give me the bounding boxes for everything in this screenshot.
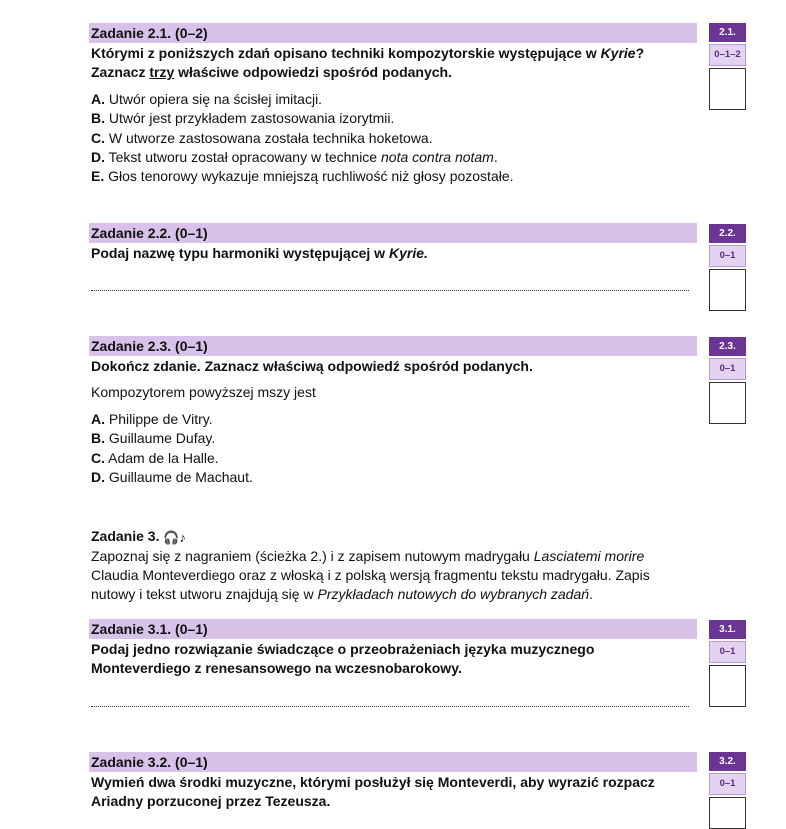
task-3-1 bbox=[89, 619, 697, 678]
option-b[interactable]: B. Utwór jest przykładem zastosowania izorytmii. bbox=[91, 110, 395, 127]
instruction-underlined: trzy bbox=[149, 64, 175, 80]
score-field[interactable] bbox=[709, 269, 746, 311]
score-number: 2.2. bbox=[709, 224, 746, 243]
option-b[interactable]: B. Guillaume Dufay. bbox=[91, 430, 216, 447]
task-question bbox=[89, 244, 697, 263]
score-field[interactable] bbox=[709, 797, 746, 829]
task-text-line-1: Zapoznaj się z nagraniem (ścieżka 2.) i z zapisem nutowym madrygału Lasciatemi morire bbox=[91, 547, 645, 564]
option-d[interactable]: D. Guillaume de Machaut. bbox=[91, 468, 253, 485]
question-italic: Kyrie. bbox=[388, 245, 428, 261]
score-field[interactable] bbox=[709, 68, 746, 110]
options-list bbox=[89, 410, 697, 487]
task-question-line-2: Monteverdiego z renesansowego na wczesnobarokowy. bbox=[91, 660, 462, 676]
task-3 bbox=[89, 527, 697, 604]
question-text-end: ? bbox=[635, 45, 645, 61]
task-instruction bbox=[89, 63, 697, 82]
answer-line[interactable] bbox=[91, 706, 689, 707]
instruction-text: Zaznacz bbox=[91, 64, 150, 80]
score-number: 2.1. bbox=[709, 23, 746, 42]
option-d[interactable]: D. Tekst utworu został opracowany w technice nota contra notam. bbox=[91, 148, 498, 165]
task-2-1 bbox=[89, 23, 697, 186]
task-question: Dokończ zdanie. Zaznacz właściwą odpowiedź spośród podanych. bbox=[91, 358, 533, 374]
question-stem: Kompozytorem powyższej mszy jest bbox=[91, 384, 316, 400]
task-question bbox=[89, 44, 697, 63]
task-3-2 bbox=[89, 752, 697, 811]
score-box-2-2 bbox=[709, 224, 746, 311]
task-text-line-3: nutowy i tekst utworu znajdują się w Przykładach nutowych do wybranych zadań. bbox=[91, 585, 593, 602]
task-question-line-1: Wymień dwa środki muzyczne, którymi posłużył się Monteverdi, aby wyrazić rozpacz bbox=[91, 774, 655, 790]
options-list bbox=[89, 90, 697, 186]
option-a[interactable]: A. Philippe de Vitry. bbox=[91, 411, 213, 427]
question-text: Którymi z poniższych zdań opisano techniki kompozytorskie występujące w bbox=[91, 45, 601, 61]
score-box-2-1 bbox=[709, 23, 746, 110]
task-title bbox=[89, 527, 697, 547]
task-title-text: Zadanie 3. bbox=[91, 528, 160, 544]
score-field[interactable] bbox=[709, 382, 746, 424]
headphones-music-icon: 🎧♪ bbox=[163, 529, 187, 545]
score-points: 0–1 bbox=[709, 641, 746, 663]
score-box-2-3 bbox=[709, 337, 746, 424]
task-2-3 bbox=[89, 336, 697, 487]
option-c[interactable]: C. Adam de la Halle. bbox=[91, 449, 219, 466]
score-points: 0–1 bbox=[709, 358, 746, 380]
score-number: 3.1. bbox=[709, 620, 746, 639]
task-title: Zadanie 2.2. (0–1) bbox=[89, 223, 697, 243]
instruction-text-end: właściwe odpowiedzi spośród podanych. bbox=[174, 64, 452, 80]
score-number: 3.2. bbox=[709, 752, 746, 771]
question-text: Podaj nazwę typu harmoniki występującej w bbox=[91, 245, 389, 261]
score-points: 0–1 bbox=[709, 245, 746, 267]
score-number: 2.3. bbox=[709, 337, 746, 356]
task-title: Zadanie 2.1. (0–2) bbox=[89, 23, 697, 43]
task-question-line-1: Podaj jedno rozwiązanie świadczące o przeobrażeniach języka muzycznego bbox=[91, 641, 595, 657]
option-c[interactable]: C. W utworze zastosowana została technika hoketowa. bbox=[91, 129, 433, 146]
task-title: Zadanie 2.3. (0–1) bbox=[89, 336, 697, 356]
option-e[interactable]: E. Głos tenorowy wykazuje mniejszą ruchliwość niż głosy pozostałe. bbox=[91, 168, 514, 185]
task-question-line-2: Ariadny porzuconej przez Tezeusza. bbox=[91, 793, 331, 809]
answer-line[interactable] bbox=[91, 290, 689, 291]
task-text-line-2: Claudia Monteverdiego oraz z włoską i z polską wersją fragmentu tekstu madrygału. Zapis bbox=[91, 566, 650, 583]
score-field[interactable] bbox=[709, 665, 746, 707]
score-box-3-1 bbox=[709, 620, 746, 707]
score-points: 0–1–2 bbox=[709, 44, 746, 66]
score-points: 0–1 bbox=[709, 773, 746, 795]
score-box-3-2 bbox=[709, 752, 746, 829]
task-title: Zadanie 3.2. (0–1) bbox=[89, 752, 697, 772]
task-2-2 bbox=[89, 223, 697, 263]
option-a[interactable]: A. Utwór opiera się na ścisłej imitacji. bbox=[91, 91, 323, 107]
task-title: Zadanie 3.1. (0–1) bbox=[89, 619, 697, 639]
question-italic: Kyrie bbox=[600, 45, 636, 61]
